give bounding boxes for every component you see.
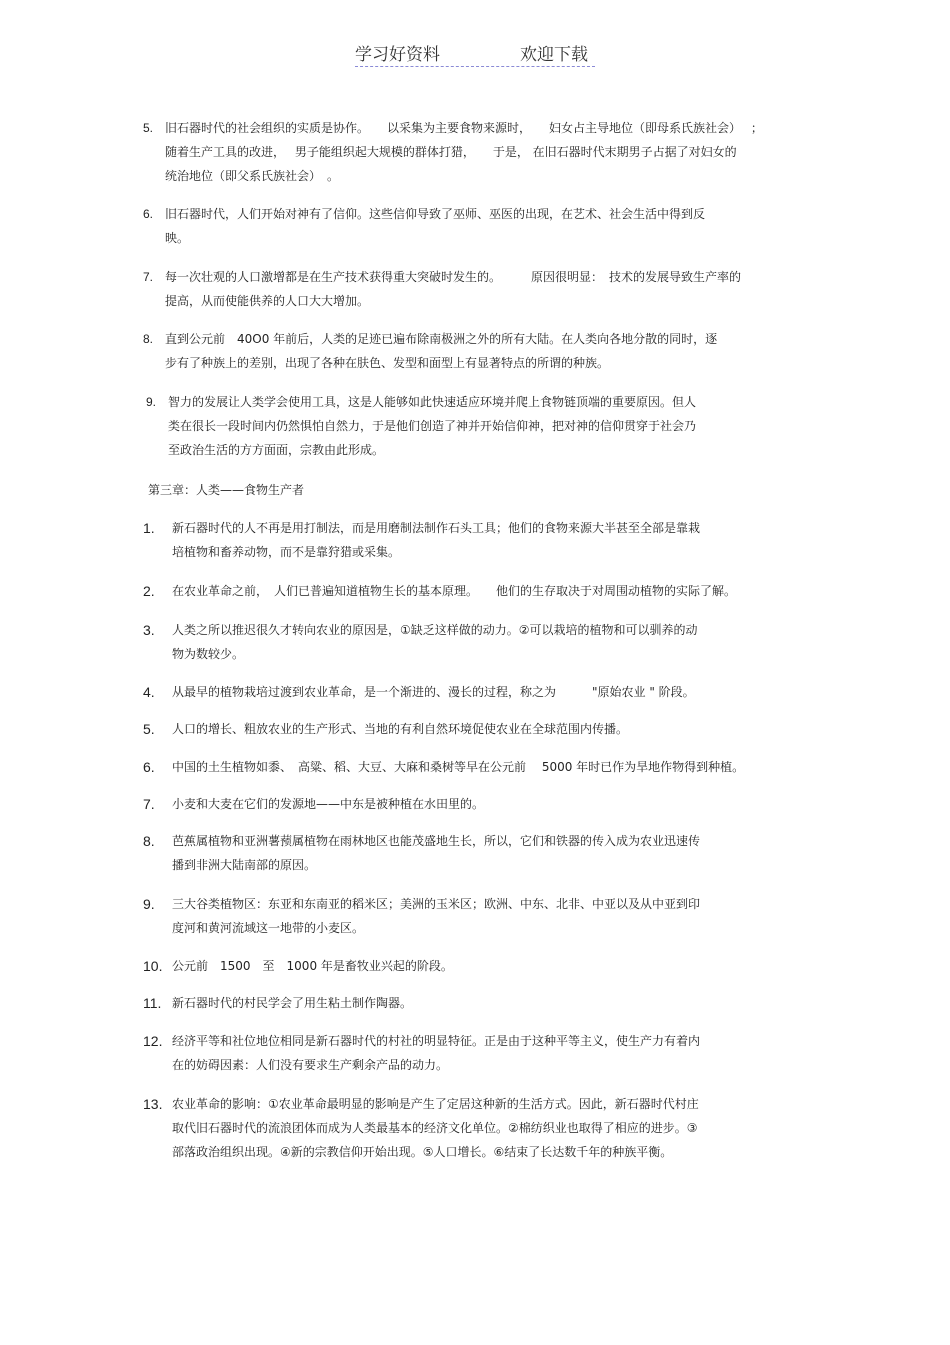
item-number: 6. [143, 207, 154, 221]
item-number: 5. [143, 721, 155, 737]
item-line: 取代旧石器时代的流浪团体而成为人类最基本的经济文化单位。②棉纺织业也取得了相应的进步。③ [172, 1121, 698, 1135]
item-number: 11. [143, 995, 162, 1011]
item-line: 新石器时代的人不再是用打制法，而是用磨制法制作石头工具；他们的食物来源大半甚至全部是靠栽 [172, 521, 701, 535]
item-number: 8. [143, 332, 154, 346]
item-line: 中国的土生植物如黍、 高粱、稻、大豆、大麻和桑树等早在公元前 5000 年时已作为旱地作物得到种植。 [172, 760, 745, 774]
item-line: 直到公元前 40O0 年前后，人类的足迹已遍布除南极洲之外的所有大陆。在人类向各地分散的同时，逐 [165, 332, 718, 346]
item-line: 农业革命的影响：①农业革命最明显的影响是产生了定居这种新的生活方式。因此，新石器时代村庄 [172, 1097, 699, 1111]
item-line: 旧石器时代，人们开始对神有了信仰。这些信仰导致了巫师、巫医的出现，在艺术、社会生活中得到反 [165, 207, 706, 221]
item-line: 至政治生活的方方面面，宗教由此形成。 [168, 443, 385, 457]
item-number: 7. [143, 796, 155, 812]
item-line: 培植物和畜养动物，而不是靠狩猎或采集。 [172, 545, 401, 559]
item-line: 统治地位（即父系氏族社会） 。 [165, 169, 340, 183]
header-left-text: 学习好资料 [355, 45, 440, 65]
item-line: 每一次壮观的人口激增都是在生产技术获得重大突破时发生的。 原因很明显： 技术的发展导致生产率的 [165, 270, 742, 284]
item-number: 12. [143, 1033, 163, 1049]
item-line: 人口的增长、粗放农业的生产形式、当地的有利自然环境促使农业在全球范围内传播。 [172, 722, 629, 736]
item-line: 类在很长一段时间内仍然惧怕自然力，于是他们创造了神并开始信仰神，把对神的信仰贯穿于社会乃 [168, 419, 697, 433]
item-line: 物为数较少。 [172, 647, 245, 661]
item-line: 智力的发展让人类学会使用工具，这是人能够如此快速适应环境并爬上食物链顶端的重要原因。但人 [168, 395, 697, 409]
item-number: 4. [143, 684, 155, 700]
item-line: 映。 [165, 231, 190, 245]
item-line: 部落政治组织出现。④新的宗教信仰开始出现。⑤人口增长。⑥结束了长达数千年的种族平衡。 [172, 1145, 673, 1159]
item-line: 芭蕉属植物和亚洲薯蓣属植物在雨林地区也能茂盛地生长，所以，它们和铁器的传入成为农业迅速传 [172, 834, 701, 848]
item-line: 在的妨碍因素：人们没有要求生产剩余产品的动力。 [172, 1058, 449, 1072]
item-line: 提高，从而使能供养的人口大大增加。 [165, 294, 370, 308]
item-line: 播到非洲大陆南部的原因。 [172, 858, 317, 872]
item-line: 从最早的植物栽培过渡到农业革命，是一个渐进的、漫长的过程，称之为 "原始农业 " 阶段。 [172, 685, 695, 699]
item-number: 6. [143, 759, 155, 775]
item-line: 新石器时代的村民学会了用生粘土制作陶器。 [172, 996, 413, 1010]
item-number: 3. [143, 622, 155, 638]
item-line: 三大谷类植物区：东亚和东南亚的稻米区；美洲的玉米区；欧洲、中东、北非、中亚以及从中亚到印 [172, 897, 701, 911]
item-line: 经济平等和社位地位相同是新石器时代的村社的明显特征。正是由于这种平等主义，使生产力有着内 [172, 1034, 701, 1048]
page-header [355, 40, 595, 67]
item-number: 10. [143, 958, 163, 974]
item-number: 8. [143, 833, 155, 849]
item-line: 步有了种族上的差别，出现了各种在肤色、发型和面型上有显著特点的所谓的种族。 [165, 356, 610, 370]
item-line: 度河和黄河流域这一地带的小麦区。 [172, 921, 365, 935]
item-number: 7. [143, 270, 154, 284]
item-line: 随着生产工具的改进， 男子能组织起大规模的群体打猎， 于是， 在旧石器时代末期男子占据了对妇女的 [165, 145, 737, 159]
item-number: 9. [146, 395, 157, 409]
item-line: 小麦和大麦在它们的发源地——中东是被种植在水田里的。 [172, 797, 485, 811]
item-number: 13. [143, 1096, 163, 1112]
item-line: 人类之所以推迟很久才转向农业的原因是，①缺乏这样做的动力。②可以栽培的植物和可以驯养的动 [172, 623, 698, 637]
item-line: 公元前 1500 至 1000 年是畜牧业兴起的阶段。 [172, 959, 453, 973]
header-right-text: 欢迎下载 [520, 45, 588, 65]
item-number: 1. [143, 520, 155, 536]
item-line: 旧石器时代的社会组织的实质是协作。 以采集为主要食物来源时， 妇女占主导地位（即母系氏族社会） ； [165, 121, 763, 135]
chapter-title: 第三章：人类——食物生产者 [148, 483, 305, 497]
item-number: 2. [143, 583, 155, 599]
item-number: 9. [143, 896, 155, 912]
item-number: 5. [143, 121, 154, 135]
item-line: 在农业革命之前， 人们已普遍知道植物生长的基本原理。 他们的生存取决于对周围动植物的实际了解。 [172, 584, 737, 598]
